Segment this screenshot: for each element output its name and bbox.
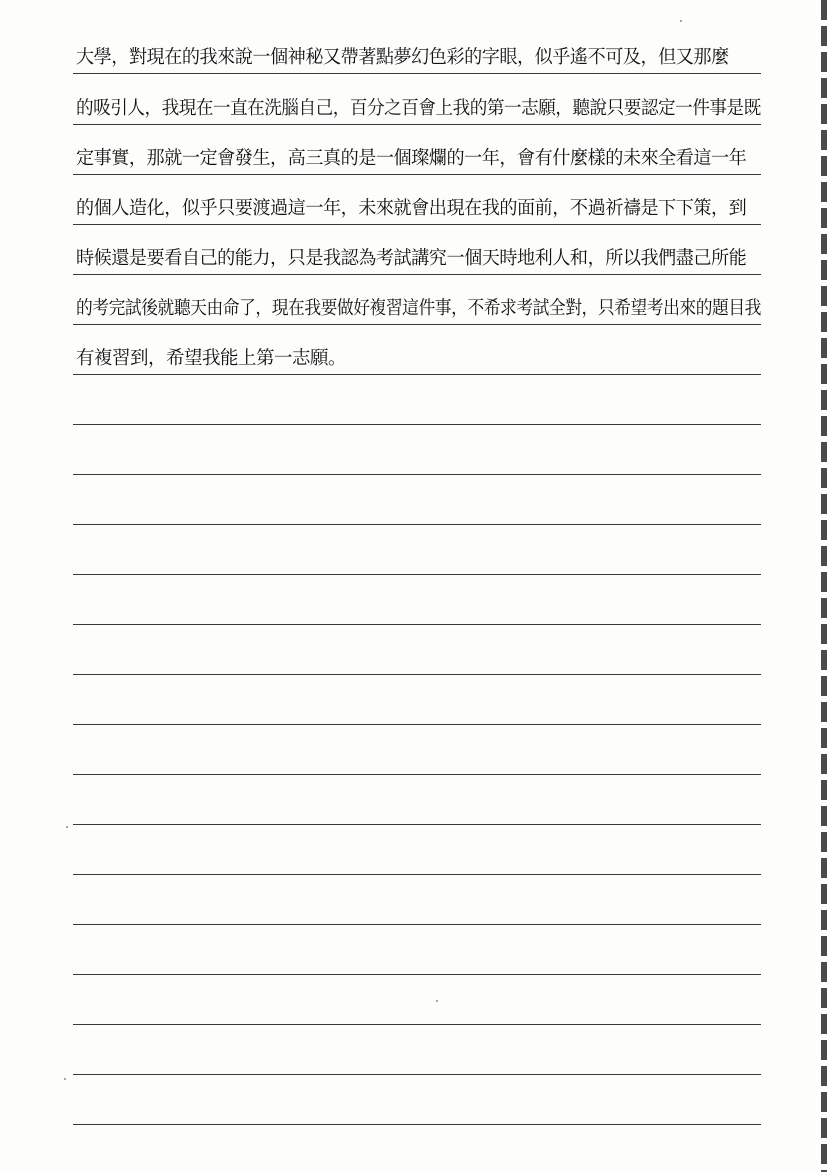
essay-line: 大學，對現在的我來說一個神秘又帶著點夢幻色彩的字眼，似乎遙不可及，但又那麼 bbox=[76, 47, 729, 68]
essay-line: 定事實，那就一定會發生，高三真的是一個璨爛的一年，會有什麼樣的未來全看這一年 bbox=[76, 148, 747, 169]
scan-speck bbox=[64, 1078, 66, 1080]
essay-line: 的個人造化，似乎只要渡過這一年，未來就會出現在我的面前，不過祈禱是下下策，到 bbox=[76, 198, 747, 219]
ruled-line bbox=[73, 774, 761, 775]
scan-edge bbox=[821, 0, 827, 1172]
ruled-line bbox=[73, 724, 761, 725]
ruled-line bbox=[73, 674, 761, 675]
ruled-line bbox=[73, 474, 761, 475]
essay-line: 時候還是要看自己的能力，只是我認為考試講究一個天時地利人和，所以我們盡己所能 bbox=[76, 248, 747, 269]
ruled-line bbox=[73, 974, 761, 975]
essay-line: 的吸引人，我現在一直在洗腦自己，百分之百會上我的第一志願，聽說只要認定一件事是既 bbox=[76, 98, 761, 119]
ruled-line bbox=[73, 424, 761, 425]
ruled-line bbox=[73, 624, 761, 625]
ruled-line bbox=[73, 574, 761, 575]
ruled-line bbox=[73, 874, 761, 875]
ruled-line bbox=[73, 1024, 761, 1025]
ruled-line bbox=[73, 1124, 761, 1125]
scan-speck bbox=[66, 826, 68, 828]
ruled-line bbox=[73, 1074, 761, 1075]
essay-line: 有複習到，希望我能上第一志願。 bbox=[76, 348, 347, 369]
scan-speck bbox=[436, 1000, 438, 1002]
essay-line: 的考完試後就聽天由命了，現在我要做好複習這件事，不希求考試全對，只希望考出來的題目我 bbox=[76, 298, 761, 319]
ruled-line bbox=[73, 924, 761, 925]
scan-speck bbox=[680, 20, 682, 22]
ruled-line bbox=[73, 824, 761, 825]
ruled-line bbox=[73, 524, 761, 525]
